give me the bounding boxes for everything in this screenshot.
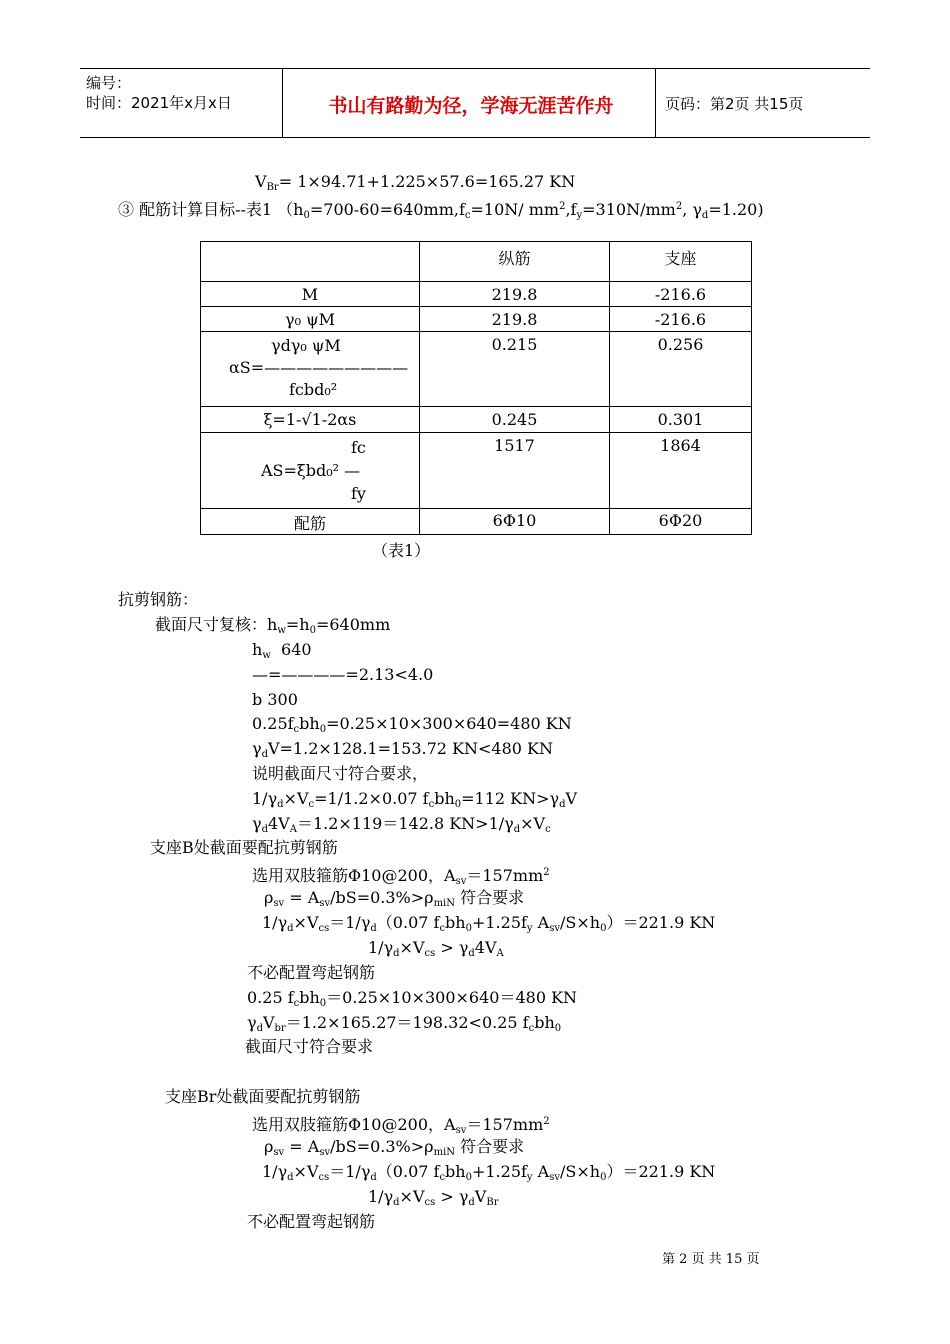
table-row xyxy=(201,307,752,332)
table-cell: 6Φ20 xyxy=(610,509,752,535)
check-line: 截面尺寸复核：$h_w=h_0=640mm$ xyxy=(155,615,391,636)
table-header-row xyxy=(201,242,752,282)
calc-line: 说明截面尺寸符合要求， xyxy=(252,764,429,783)
table-cell: 配筋 xyxy=(201,509,420,535)
formula-top: γdγ₀ ψM xyxy=(271,336,341,355)
table-cell: 0.301 xyxy=(610,407,752,433)
formula-bot: fcbd₀² xyxy=(289,380,338,399)
calc-line: $0.25f_cbh_0=0.25\times 10\times 300\times 640=480$ KN xyxy=(252,714,572,735)
calc-line: $\gamma_dV=1.2\times 128.1=153.72$ KN<480 KN xyxy=(252,739,553,760)
calc-line: $\rho_{sv} = A_{sv}/bS=0.3\%>\rho_{miN}$ 符合要求 xyxy=(264,1137,525,1158)
calc-line: 0.25 $f_cbh_0=0.25\times 10\times 300\times 640=480$ KN xyxy=(247,988,578,1009)
ratio-numerator: $h_w$ 640 xyxy=(252,640,312,661)
section-br-title: 支座Br处截面要配抗剪钢筋 xyxy=(165,1087,361,1106)
table-cell: ξ=1-√1-2αs xyxy=(201,407,420,433)
calc-line: 选用双肢箍筋Φ10@200，$A_{sv}=157mm^2$ xyxy=(252,1115,550,1136)
ratio-denominator: b 300 xyxy=(252,690,298,709)
table-cell: -216.6 xyxy=(610,307,752,332)
table-cell: 219.8 xyxy=(420,282,610,307)
table-caption: （表1） xyxy=(372,541,431,560)
calc-line: $1/\gamma_d\times V_{cs} > \gamma_dV_{Br}$ xyxy=(368,1187,499,1208)
table-cell: γ₀ ψM xyxy=(201,307,420,332)
formula-top: fc xyxy=(351,438,366,457)
table-cell: 0.215 xyxy=(420,332,610,407)
table-header-cell: 纵筋 xyxy=(420,242,610,282)
table-cell: 1517 xyxy=(420,433,610,509)
vbr-line: $V_{Br}= 1\times 94.71+1.225\times 57.6=165.27$ KN xyxy=(255,172,576,193)
table-cell: M xyxy=(201,282,420,307)
header-meta xyxy=(86,73,232,113)
calc-line: 截面尺寸符合要求 xyxy=(245,1037,374,1056)
page-header xyxy=(80,68,870,138)
section-b-title: 支座B处截面要配抗剪钢筋 xyxy=(150,838,338,857)
table-header-cell xyxy=(201,242,420,282)
table-cell xyxy=(201,433,420,509)
table-row xyxy=(201,509,752,535)
calc-line: $\gamma_dV_{br}=1.2\times 165.27=198.32<0.25$ $f_cbh_0$ xyxy=(247,1013,562,1034)
table-row xyxy=(201,282,752,307)
table-cell: 0.245 xyxy=(420,407,610,433)
formula-bot: fy xyxy=(351,484,366,503)
calc-line: $1/\gamma_d\times V_c=1/1.2\times 0.07$ $f_cbh_0=112$ $KN>\gamma_dV$ xyxy=(252,789,578,810)
ratio-line: —=————=2.13<4.0 xyxy=(252,665,434,684)
calc-line: $1/\gamma_d\times V_{cs}=1/\gamma_d(0.07$ $f_cbh_0+1.25f_y$ $A_{sv}/S\times h_0)=221.9$ KN xyxy=(262,913,716,934)
table-row xyxy=(201,433,752,509)
calc-line: $\gamma_d4V_A=1.2\times 119=142.8$ $KN>1/\gamma_d\times V_c$ xyxy=(252,814,551,835)
page-number-label: 页码：第2页 共15页 xyxy=(665,95,804,113)
motto: 书山有路勤为径，学海无涯苦作舟 xyxy=(328,95,614,117)
shear-title: 抗剪钢筋： xyxy=(118,590,199,609)
calc-line: $\rho_{sv} = A_{sv}/bS=0.3\%>\rho_{miN}$ 符合要求 xyxy=(264,888,525,909)
calc-line: 选用双肢箍筋Φ10@200，$A_{sv}=157mm^2$ xyxy=(252,866,550,887)
table-cell: 1864 xyxy=(610,433,752,509)
calc-line: 不必配置弯起钢筋 xyxy=(247,1212,376,1231)
table-cell xyxy=(201,332,420,407)
table-cell: 0.256 xyxy=(610,332,752,407)
table-cell: 6Φ10 xyxy=(420,509,610,535)
page-footer: 第 2 页 共 15 页 xyxy=(662,1252,760,1267)
header-divider xyxy=(282,69,283,137)
formula-mid: αS=————————— xyxy=(229,358,409,377)
number-label: 编号： xyxy=(86,74,132,92)
target-line: ③ 配筋计算目标--表1 （$h_0=700-60=640mm,f_c=10N/$ $mm^2,f_y=310N/mm^2$, $\gamma_d=1.20$) xyxy=(118,200,764,221)
calc-line: $1/\gamma_d\times V_{cs}=1/\gamma_d(0.07$ $f_cbh_0+1.25f_y$ $A_{sv}/S\times h_0)=221.9$ KN xyxy=(262,1162,716,1183)
table-row xyxy=(201,332,752,407)
table-cell: -216.6 xyxy=(610,282,752,307)
formula-mid: AS=ξbd₀² — xyxy=(261,461,361,480)
calc-line: $1/\gamma_d\times V_{cs} > \gamma_d4V_A$ xyxy=(368,938,504,959)
table-row xyxy=(201,407,752,433)
calc-line: 不必配置弯起钢筋 xyxy=(247,963,376,982)
time-label: 时间：2021年x月x日 xyxy=(86,94,232,112)
table-cell: 219.8 xyxy=(420,307,610,332)
calc-table xyxy=(200,241,752,535)
table-header-cell: 支座 xyxy=(610,242,752,282)
